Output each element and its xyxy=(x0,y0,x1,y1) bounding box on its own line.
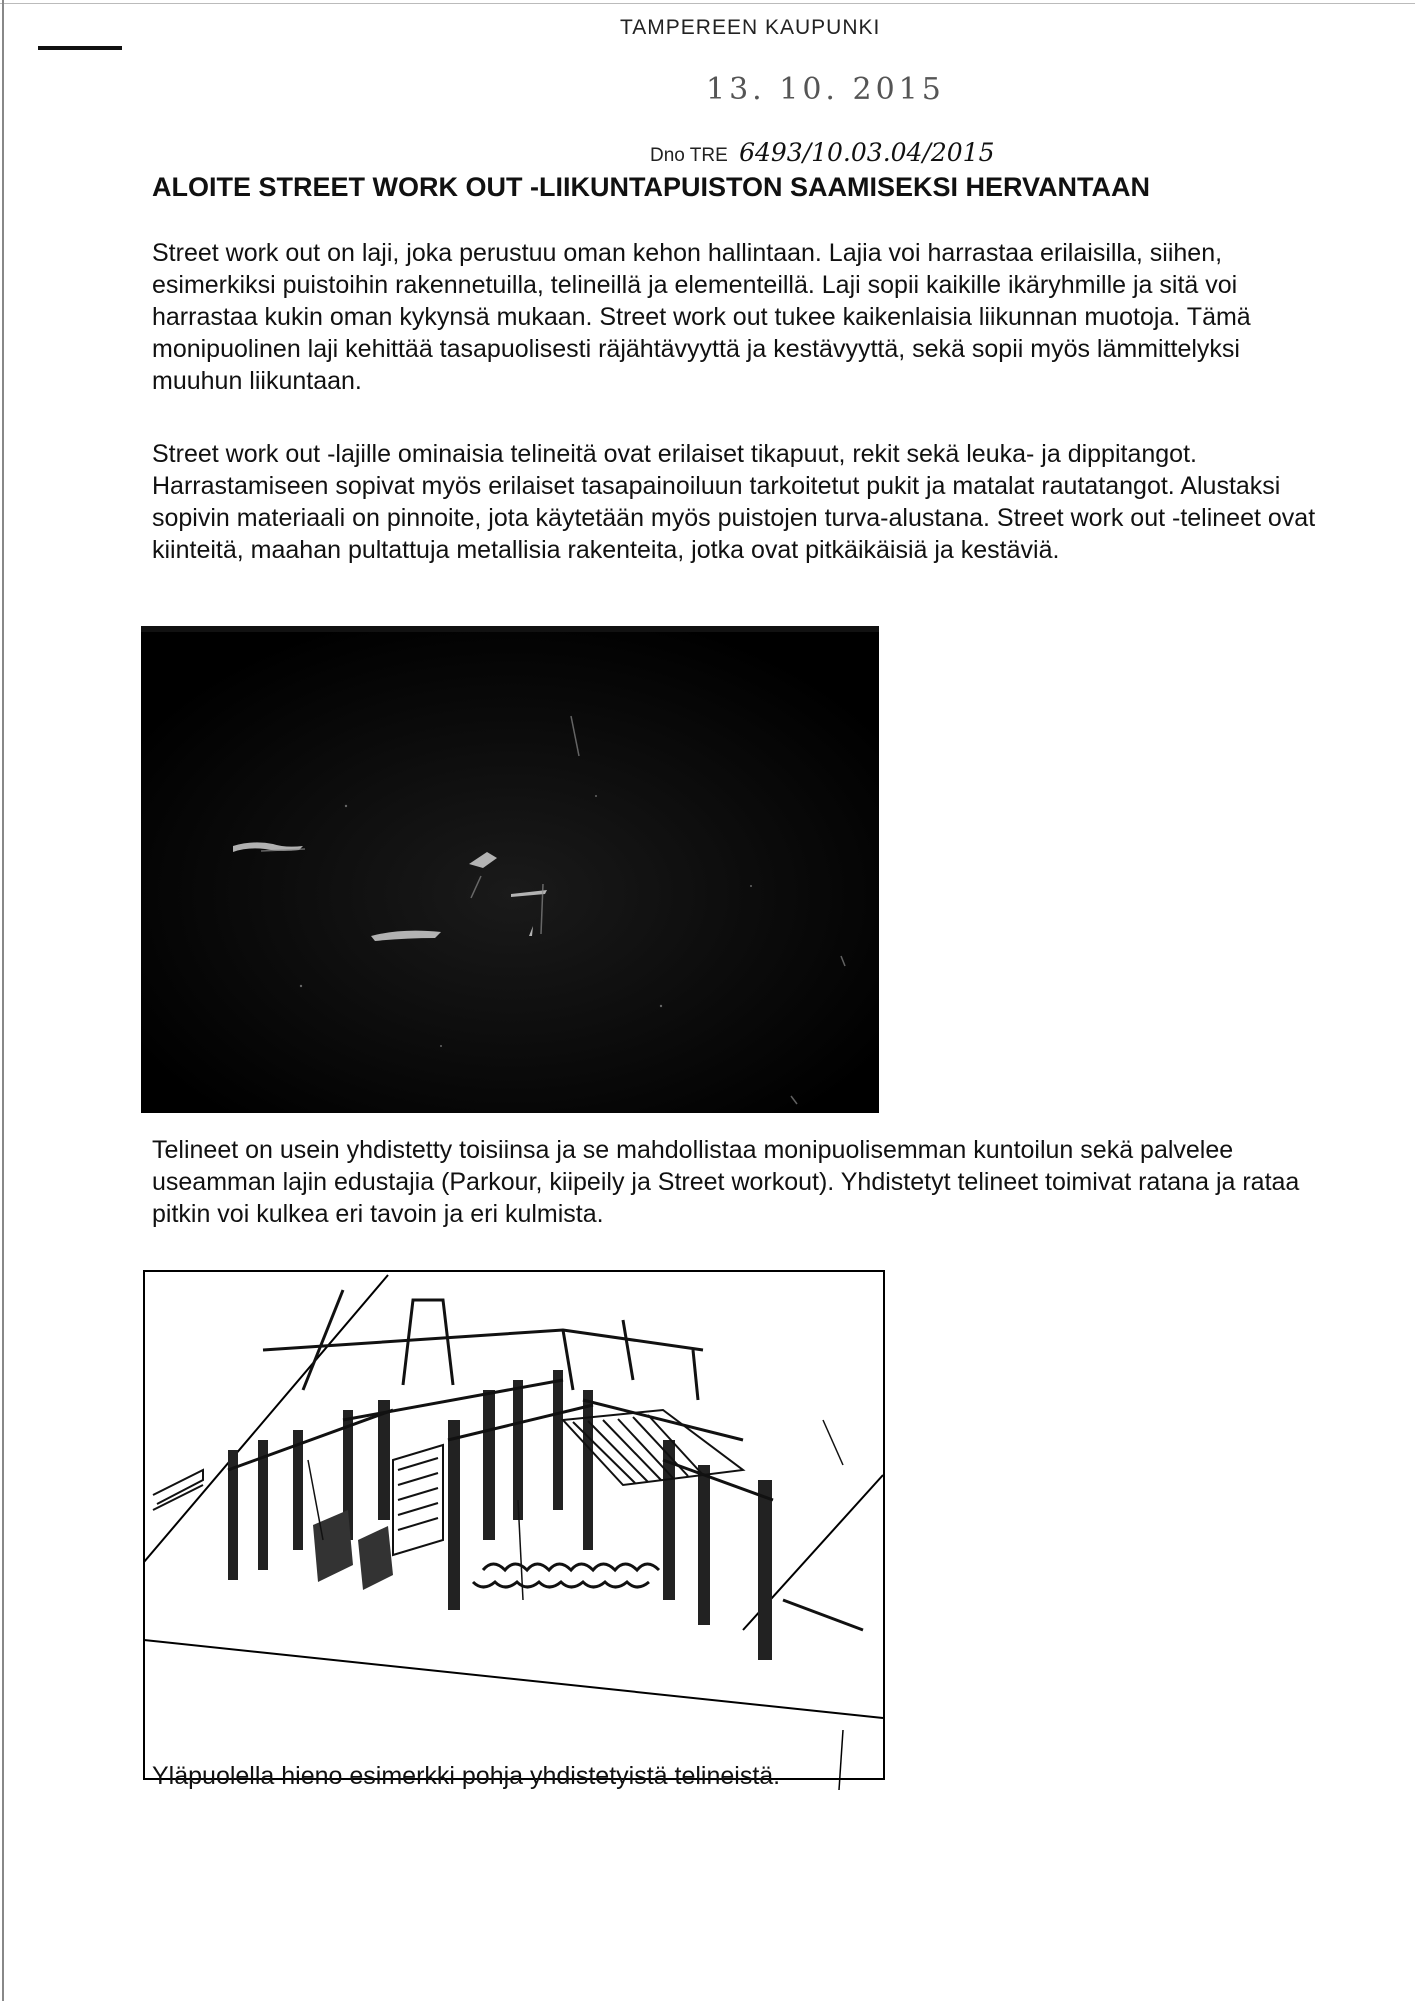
document-number-handwritten: 6493/10.03.04/2015 xyxy=(739,138,995,167)
image-caption: Yläpuolella hieno esimerkki pohja yhdistetyistä telineistä. xyxy=(152,1762,781,1790)
equipment-layout-diagram xyxy=(143,1270,885,1810)
scan-edge-left xyxy=(2,0,4,2001)
park-photo xyxy=(141,626,883,1113)
paragraph-combined: Telineet on usein yhdistetty toisiinsa ja se mahdollistaa monipuolisemman kuntoilun sekä palvelee useamman lajin edustajia (Parkour, kiipeily ja Street workout). Yhdistetyt telineet toimivat ratana ja rataa pitkin voi kulkea eri tavoin ja eri kulmista. xyxy=(152,1136,1300,1228)
received-stamp-organization: TAMPEREEN KAUPUNKI xyxy=(620,16,881,39)
paragraph-equipment: Street work out -lajille ominaisia telineitä ovat erilaiset tikapuut, rekit sekä leuka- ja dippitangot. Harrastamiseen sopivat myös erilaiset tasapainoiluun tarkoitetut pukit ja matalat rautatangot. Alustaksi sopivin materiaali on pinnoite, jota käytetään myös puistojen turva-alustana. Street work out -telineet ovat kiinteitä, maahan pultattuja metallisia rakenteita, jotka ovat pitkäikäisiä ja kestäviä. xyxy=(152,440,1316,564)
scan-edge-top xyxy=(0,3,1415,4)
document-title: ALOITE STREET WORK OUT -LIIKUNTAPUISTON SAAMISEKSI HERVANTAAN xyxy=(152,172,1151,202)
received-stamp-date: 13. 10. 2015 xyxy=(706,72,945,107)
paragraph-intro: Street work out on laji, joka perustuu oman kehon hallintaan. Lajia voi harrastaa erilaisilla, siihen, esimerkiksi puistoihin rakennetuilla, telineillä ja elementeillä. Laji sopii kaikille ikäryhmille ja sitä voi harrastaa kukin oman kykynsä mukaan. Street work out tukee kaikenlaisia liikunnan muotoja. Tämä monipuolinen laji kehittää tasapuolisesti räjähtävyyttä ja kestävyyttä, sekä sopii myös lämmittelyksi muuhun liikuntaan. xyxy=(152,239,1251,395)
document-number-prefix: Dno TRE xyxy=(650,145,728,166)
document-number xyxy=(650,138,1270,167)
margin-mark xyxy=(38,46,122,50)
